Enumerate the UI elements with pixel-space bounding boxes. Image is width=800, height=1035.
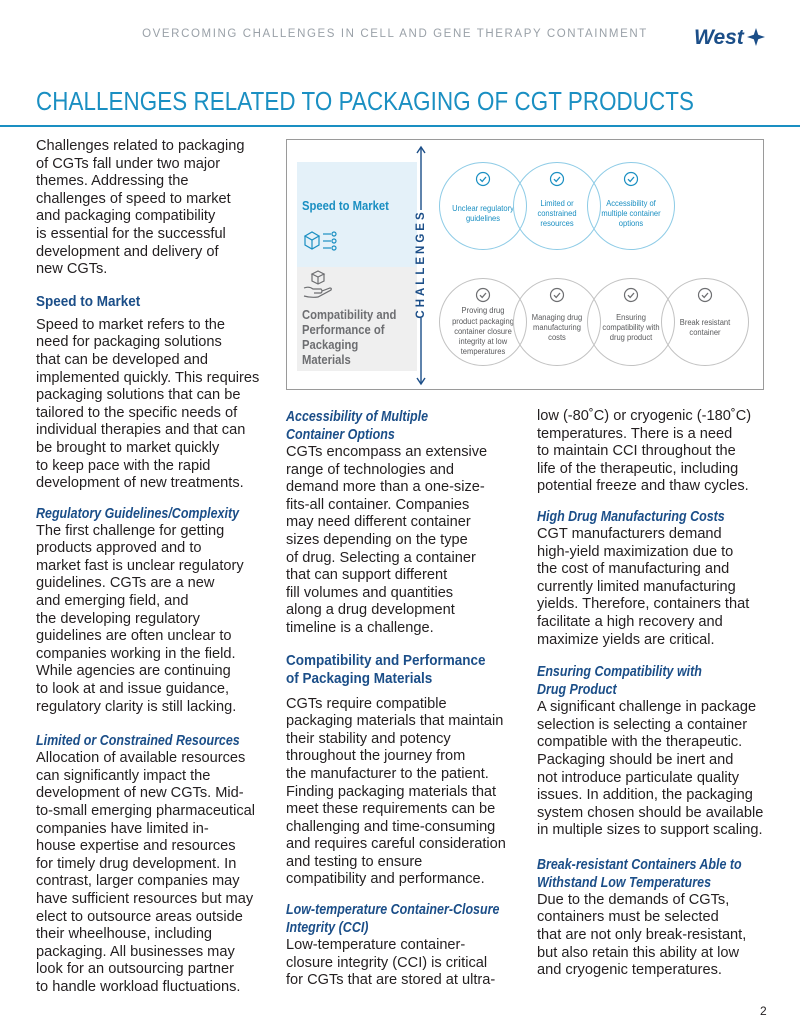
circle-label: Proving drug product packaging container closure integrity at low temperatures [452, 305, 514, 357]
text-line: compatibility and performance. [286, 871, 485, 888]
circle-label: Ensuring compatibility with drug product [602, 311, 660, 343]
text-line: range of technologies and [286, 461, 454, 478]
challenge-circle [587, 162, 675, 250]
text-line: that are not only break-resistant, [537, 927, 747, 944]
text-line: challenges of speed to market [36, 190, 231, 207]
text-line: Speed to market refers to the [36, 316, 226, 333]
running-head: OVERCOMING CHALLENGES IN CELL AND GENE THERAPY CONTAINMENT [142, 28, 648, 40]
check-circle-icon [549, 171, 565, 187]
text-line: their wheelhouse, including [36, 926, 213, 943]
text-line: CGTs encompass an extensive [286, 444, 488, 460]
text-line: not introduce particulate quality [537, 769, 740, 786]
text-line: be brought to market quickly [36, 439, 220, 456]
costs-heading: High Drug Manufacturing Costs [537, 508, 725, 525]
text-line: for CGTs that are stored at ultra- [286, 972, 496, 989]
right-column [537, 408, 772, 980]
text-line: containers must be selected [537, 909, 719, 926]
text-line: Allocation of available resources [36, 750, 246, 767]
check-circle-icon [549, 287, 565, 303]
text-line: of drug. Selecting a container [286, 549, 476, 566]
text-line: timeline is a challenge. [286, 619, 434, 636]
limited-paragraph [36, 750, 268, 996]
text-line: compatible with the therapeutic. [537, 734, 743, 751]
check-circle-icon [623, 171, 639, 187]
challenge-circle [661, 278, 749, 366]
text-line: to maintain CCI throughout the [537, 443, 736, 460]
speed-paragraph [36, 317, 268, 493]
challenges-axis-label: CHALLENGES [415, 209, 427, 319]
text-line: packaging. All businesses may [36, 943, 235, 960]
text-line: currently limited manufacturing [537, 578, 736, 595]
text-line: temperatures. There is a need [537, 425, 733, 442]
text-line: fits-all container. Companies [286, 496, 470, 513]
break-resistant-paragraph [537, 892, 772, 980]
check-circle-icon [475, 171, 491, 187]
text-line: Due to the demands of CGTs, [537, 891, 730, 908]
text-line: individual therapies and that can [36, 422, 246, 439]
text-line: their stability and potency [286, 730, 451, 747]
text-line: and requires careful consideration [286, 836, 506, 853]
text-line: and packaging compatibility [36, 208, 216, 225]
costs-paragraph [537, 526, 772, 649]
text-line: to keep pace with the rapid [36, 457, 211, 474]
text-line: implemented quickly. This requires [36, 369, 260, 386]
text-line: but also retain this ability at low [537, 944, 739, 961]
text-line: fill volumes and quantities [286, 584, 454, 601]
logo-star-icon [747, 28, 765, 46]
text-line: companies have limited in- [36, 820, 209, 837]
text-line: for timely drug development. In [36, 855, 237, 872]
text-line: CGT manufacturers demand [537, 525, 722, 542]
text-line: tailored to the specific needs of [36, 404, 238, 421]
text-line: packaging materials that maintain [286, 713, 504, 730]
text-line: high-yield maximization due to [537, 543, 734, 560]
speed-boxes-icon [301, 228, 341, 256]
text-line: A significant challenge in package [537, 699, 757, 716]
check-circle-icon [623, 287, 639, 303]
regulatory-paragraph [36, 523, 268, 717]
accessibility-paragraph [286, 444, 518, 638]
logo-wordmark: West [694, 26, 744, 49]
text-line: house expertise and resources [36, 838, 236, 855]
text-line: along a drug development [286, 602, 455, 619]
text-line: market fast is unclear regulatory [36, 557, 244, 574]
text-line: development and delivery of [36, 243, 219, 260]
heading-line: Withstand Low Temperatures [537, 874, 712, 891]
text-line: look for an outsourcing partner [36, 961, 234, 978]
hand-box-icon [301, 268, 335, 302]
text-line: the developing regulatory [36, 610, 200, 627]
text-line: companies working in the field. [36, 645, 236, 662]
page-number: 2 [760, 1004, 767, 1018]
text-line: throughout the journey from [286, 748, 466, 765]
text-line: challenging and time-consuming [286, 818, 496, 835]
circle-label: Break resistant container [679, 316, 731, 337]
circle-label: Accessibility of multiple container options [601, 197, 661, 229]
text-line: facilitate a high recovery and [537, 613, 723, 630]
text-line: demand more than a one-size- [286, 479, 485, 496]
compatibility-paragraph [286, 696, 518, 890]
text-line: that can be developed and [36, 351, 209, 368]
text-line: development of new CGTs. Mid- [36, 785, 244, 802]
text-line: and cryogenic temperatures. [537, 962, 722, 979]
speed-heading: Speed to Market [36, 292, 141, 310]
circle-label: Managing drug manufacturing costs [531, 311, 583, 343]
text-line: can significantly impact the [36, 767, 211, 784]
ensuring-heading [537, 663, 739, 699]
text-line: closure integrity (CCI) is critical [286, 954, 488, 971]
ensuring-paragraph [537, 699, 772, 840]
intro-paragraph [36, 138, 268, 279]
west-logo [692, 24, 772, 50]
text-line: and emerging field, and [36, 593, 189, 610]
left-column [36, 138, 268, 997]
text-line: contrast, larger companies may [36, 873, 240, 890]
text-line: packaging solutions that can be [36, 387, 241, 404]
compatibility-heading [286, 652, 495, 688]
speed-band-label: Speed to Market [302, 199, 389, 213]
text-line: products approved and to [36, 540, 202, 557]
text-line: Low-temperature container- [286, 937, 466, 954]
heading-line: Compatibility and Performance [286, 651, 486, 669]
text-line: that can support different [286, 567, 448, 584]
text-line: is essential for the successful [36, 225, 226, 242]
low-temp-cci-heading [286, 901, 500, 937]
check-circle-icon [475, 287, 491, 303]
text-line: meet these requirements can be [286, 801, 496, 818]
check-circle-icon [697, 287, 713, 303]
text-line: life of the therapeutic, including [537, 460, 739, 477]
heading-line: of Packaging Materials [286, 669, 433, 687]
heading-line: Low-temperature Container-Closure [286, 902, 500, 919]
text-line: selection is selecting a container [537, 716, 748, 733]
text-line: the manufacturer to the patient. [286, 765, 489, 782]
limited-heading: Limited or Constrained Resources [36, 733, 240, 750]
text-line: potential freeze and thaw cycles. [537, 478, 749, 495]
text-line: regulatory clarity is still lacking. [36, 698, 237, 715]
page-title: CHALLENGES RELATED TO PACKAGING OF CGT PRODUCTS [36, 86, 695, 116]
text-line: guidelines. CGTs are a new [36, 575, 215, 592]
regulatory-heading: Regulatory Guidelines/Complexity [36, 505, 240, 522]
text-line: Finding packaging materials that [286, 783, 497, 800]
text-line: CGTs require compatible [286, 695, 447, 712]
break-resistant-heading [537, 856, 742, 892]
heading-line: Container Options [286, 427, 395, 443]
text-line: to handle workload fluctuations. [36, 978, 241, 995]
low-temp-cci-continued [537, 408, 772, 496]
heading-line: Drug Product [537, 682, 617, 699]
text-line: While agencies are continuing [36, 663, 231, 680]
heading-line: Integrity (CCI) [286, 920, 369, 937]
accessibility-heading [286, 408, 486, 444]
circle-label: Unclear regulatory guidelines [452, 202, 514, 223]
circle-label: Limited or constrained resources [537, 197, 577, 229]
text-line: themes. Addressing the [36, 173, 189, 190]
text-line: may need different container [286, 514, 471, 531]
heading-line: Break-resistant Containers Able to [537, 856, 742, 873]
text-line: development of new treatments. [36, 475, 244, 492]
text-line: sizes depending on the type [286, 531, 468, 548]
text-line: maximize yields are critical. [537, 631, 715, 648]
low-temp-cci-paragraph [286, 937, 518, 990]
title-rule [0, 125, 800, 127]
heading-line: Ensuring Compatibility with [537, 664, 702, 681]
middle-column [286, 408, 518, 990]
text-line: to look at and issue guidance, [36, 681, 230, 698]
compatibility-band-label: Compatibility and Performance of Packaging Materials [302, 308, 397, 367]
text-line: the cost of manufacturing and [537, 561, 730, 578]
text-line: issues. In addition, the packaging [537, 787, 753, 804]
text-line: have sufficient resources but may [36, 890, 254, 907]
text-line: of CGTs fall under two major [36, 155, 221, 172]
text-line: and testing to ensure [286, 853, 423, 870]
text-line: in multiple sizes to support scaling. [537, 822, 763, 839]
text-line: yields. Therefore, containers that [537, 596, 750, 613]
text-line: Challenges related to packaging [36, 138, 245, 154]
text-line: low (-80˚C) or cryogenic (-180˚C) [537, 408, 752, 424]
text-line: guidelines are often unclear to [36, 628, 232, 645]
text-line: new CGTs. [36, 261, 108, 278]
text-line: elect to outsource areas outside [36, 908, 243, 925]
heading-line: Accessibility of Multiple [286, 409, 429, 425]
text-line: Packaging should be inert and [537, 751, 734, 768]
text-line: system chosen should be available [537, 804, 764, 821]
text-line: The first challenge for getting [36, 522, 225, 539]
text-line: to-small emerging pharmaceutical [36, 803, 255, 819]
text-line: need for packaging solutions [36, 334, 222, 351]
challenges-diagram [286, 139, 764, 390]
